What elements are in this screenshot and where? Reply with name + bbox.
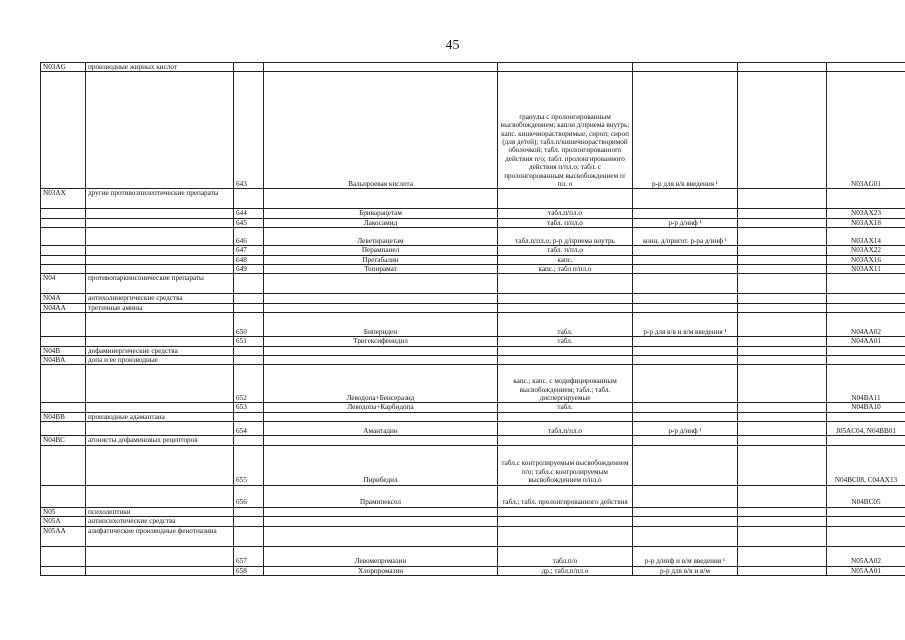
- empty-cell: [738, 346, 827, 355]
- atc-group-name: [86, 337, 234, 346]
- dosage-form-secondary: [633, 265, 738, 274]
- row-number: [234, 412, 264, 421]
- atc-group-code: [41, 218, 86, 227]
- atc-code: [827, 436, 905, 445]
- drug-name: Лакосамид: [264, 218, 498, 227]
- group-row: [41, 412, 905, 421]
- atc-group-code: [41, 313, 86, 337]
- atc-group-code: N04B: [41, 346, 86, 355]
- atc-group-name: [86, 365, 234, 403]
- row-number: [234, 356, 264, 365]
- dosage-form-secondary: [633, 303, 738, 312]
- row-number: 652: [234, 365, 264, 403]
- atc-group-name: антипсихотические средства: [86, 517, 234, 526]
- empty-cell: [738, 246, 827, 255]
- atc-group-name: [86, 72, 234, 189]
- atc-code: N05AA01: [827, 566, 905, 575]
- atc-code: N04AA02: [827, 313, 905, 337]
- empty-cell: [738, 265, 827, 274]
- drug-name: Левомепромазин: [264, 546, 498, 566]
- group-row: [41, 63, 905, 72]
- atc-group-name: антихолинергические средства: [86, 294, 234, 303]
- drug-name: [264, 303, 498, 312]
- atc-code: N03AX22: [827, 246, 905, 255]
- drug-name: [264, 63, 498, 72]
- atc-group-code: [41, 255, 86, 264]
- dosage-form-primary: гранулы с пролонгированным высвобождением; капли д/приема внутрь; капс. кишечнорастворимые; сироп; сироп (для детей); табл.п/кишечнорастворимой оболочкой; табл. пролонгированного действия п/о; табл. пролонгированного действия п/пл.о; табл. с пролонгированным высвобождением п/пл. о: [498, 72, 633, 189]
- atc-group-name: [86, 228, 234, 246]
- dosage-form-primary: [498, 412, 633, 421]
- dosage-form-secondary: [633, 337, 738, 346]
- dosage-form-primary: др.; табл.п/пл.о: [498, 566, 633, 575]
- atc-code: [827, 526, 905, 546]
- empty-cell: [738, 526, 827, 546]
- atc-group-code: N04A: [41, 294, 86, 303]
- row-number: 657: [234, 546, 264, 566]
- atc-group-name: производные жирных кислот: [86, 63, 234, 72]
- atc-group-code: [41, 403, 86, 412]
- dosage-form-primary: [498, 346, 633, 355]
- empty-cell: [738, 566, 827, 575]
- dosage-form-secondary: [633, 485, 738, 507]
- dosage-form-secondary: конц. д/пригот. р-ра д/инф ¹: [633, 228, 738, 246]
- atc-group-code: [41, 265, 86, 274]
- drug-list-table: [40, 62, 905, 576]
- dosage-form-primary: табл.п/пл.о: [498, 209, 633, 218]
- drug-name: [264, 507, 498, 516]
- atc-group-code: N04BC: [41, 436, 86, 445]
- drug-row: [41, 265, 905, 274]
- dosage-form-secondary: [633, 189, 738, 209]
- empty-cell: [738, 72, 827, 189]
- atc-group-name: производные адамантана: [86, 412, 234, 421]
- dosage-form-secondary: [633, 356, 738, 365]
- atc-code: [827, 294, 905, 303]
- atc-group-name: другие противоэпилептические препараты: [86, 189, 234, 209]
- row-number: [234, 294, 264, 303]
- group-row: [41, 189, 905, 209]
- atc-group-name: дофаминергические средства: [86, 346, 234, 355]
- row-number: [234, 526, 264, 546]
- empty-cell: [738, 294, 827, 303]
- dosage-form-primary: табл.п/пл.о: [498, 422, 633, 436]
- dosage-form-secondary: [633, 63, 738, 72]
- group-row: [41, 303, 905, 312]
- drug-name: [264, 517, 498, 526]
- dosage-form-secondary: [633, 436, 738, 445]
- dosage-form-primary: [498, 294, 633, 303]
- empty-cell: [738, 485, 827, 507]
- atc-code: [827, 412, 905, 421]
- page-number: 45: [445, 38, 460, 53]
- dosage-form-secondary: [633, 365, 738, 403]
- atc-code: N03AX16: [827, 255, 905, 264]
- row-number: 655: [234, 445, 264, 485]
- atc-group-name: [86, 445, 234, 485]
- atc-group-code: N04BA: [41, 356, 86, 365]
- row-number: [234, 274, 264, 294]
- atc-group-code: [41, 228, 86, 246]
- atc-group-code: N05A: [41, 517, 86, 526]
- atc-group-code: [41, 566, 86, 575]
- dosage-form-secondary: р-р д/инф и в/м введения ¹: [633, 546, 738, 566]
- empty-cell: [738, 189, 827, 209]
- dosage-form-primary: [498, 507, 633, 516]
- row-number: 646: [234, 228, 264, 246]
- group-row: [41, 356, 905, 365]
- drug-name: Леветирацетам: [264, 228, 498, 246]
- empty-cell: [738, 422, 827, 436]
- atc-code: J05AC04, N04BB01: [827, 422, 905, 436]
- drug-row: [41, 445, 905, 485]
- dosage-form-primary: [498, 274, 633, 294]
- dosage-form-primary: [498, 189, 633, 209]
- dosage-form-primary: капс.; капс. с модифицированным высвобождением; табл.; табл. диспергируемые: [498, 365, 633, 403]
- dosage-form-secondary: [633, 517, 738, 526]
- atc-code: [827, 356, 905, 365]
- atc-group-code: [41, 546, 86, 566]
- drug-name: Вальпроевая кислота: [264, 72, 498, 189]
- row-number: 656: [234, 485, 264, 507]
- atc-group-name: [86, 265, 234, 274]
- dosage-form-primary: табл.: [498, 403, 633, 412]
- empty-cell: [738, 507, 827, 516]
- atc-code: N04AA01: [827, 337, 905, 346]
- atc-code: N04BC08, C04AX13: [827, 445, 905, 485]
- row-number: [234, 189, 264, 209]
- group-row: [41, 526, 905, 546]
- row-number: [234, 517, 264, 526]
- row-number: 644: [234, 209, 264, 218]
- drug-row: [41, 218, 905, 227]
- empty-cell: [738, 356, 827, 365]
- atc-group-code: N03AX: [41, 189, 86, 209]
- drug-name: [264, 294, 498, 303]
- group-row: [41, 274, 905, 294]
- drug-name: Бипериден: [264, 313, 498, 337]
- atc-code: N03AX23: [827, 209, 905, 218]
- atc-code: [827, 63, 905, 72]
- drug-name: Прегабалин: [264, 255, 498, 264]
- atc-group-name: психолептики: [86, 507, 234, 516]
- row-number: 651: [234, 337, 264, 346]
- drug-row: [41, 403, 905, 412]
- empty-cell: [738, 274, 827, 294]
- atc-code: N04BA11: [827, 365, 905, 403]
- atc-code: [827, 507, 905, 516]
- atc-code: N04BC05: [827, 485, 905, 507]
- dosage-form-primary: табл.: [498, 337, 633, 346]
- atc-code: [827, 189, 905, 209]
- atc-group-name: [86, 422, 234, 436]
- drug-name: Тригексифенидил: [264, 337, 498, 346]
- row-number: 645: [234, 218, 264, 227]
- empty-cell: [738, 403, 827, 412]
- empty-cell: [738, 303, 827, 312]
- atc-code: N05AA02: [827, 546, 905, 566]
- dosage-form-primary: капс.; табл п/пл.о: [498, 265, 633, 274]
- dosage-form-secondary: [633, 274, 738, 294]
- dosage-form-secondary: [633, 403, 738, 412]
- dosage-form-secondary: [633, 294, 738, 303]
- dosage-form-primary: табл.: [498, 313, 633, 337]
- group-row: [41, 294, 905, 303]
- atc-group-name: противопаркинсонические препараты: [86, 274, 234, 294]
- group-row: [41, 346, 905, 355]
- drug-row: [41, 566, 905, 575]
- dosage-form-secondary: р-р д/инф ¹: [633, 218, 738, 227]
- atc-group-name: [86, 485, 234, 507]
- drug-name: [264, 526, 498, 546]
- atc-code: [827, 346, 905, 355]
- atc-group-code: N04AA: [41, 303, 86, 312]
- dosage-form-secondary: р-р для в/в введения ¹: [633, 72, 738, 189]
- dosage-form-primary: табл. п/пл.о: [498, 246, 633, 255]
- dosage-form-secondary: [633, 526, 738, 546]
- group-row: [41, 517, 905, 526]
- atc-group-name: [86, 255, 234, 264]
- row-number: 649: [234, 265, 264, 274]
- row-number: 654: [234, 422, 264, 436]
- row-number: 653: [234, 403, 264, 412]
- empty-cell: [738, 517, 827, 526]
- dosage-form-secondary: р-р для в/в и в/м введения ¹: [633, 313, 738, 337]
- drug-name: [264, 274, 498, 294]
- atc-code: N03AX14: [827, 228, 905, 246]
- atc-group-name: [86, 246, 234, 255]
- empty-cell: [738, 546, 827, 566]
- empty-cell: [738, 337, 827, 346]
- dosage-form-primary: [498, 63, 633, 72]
- dosage-form-secondary: [633, 445, 738, 485]
- dosage-form-primary: табл.; табл. пролонгированного действия: [498, 485, 633, 507]
- atc-group-name: допа и ее производные: [86, 356, 234, 365]
- empty-cell: [738, 436, 827, 445]
- drug-name: [264, 436, 498, 445]
- atc-code: [827, 303, 905, 312]
- drug-name: Прамипексол: [264, 485, 498, 507]
- drug-name: Хлорпромазин: [264, 566, 498, 575]
- dosage-form-primary: [498, 356, 633, 365]
- atc-group-code: [41, 337, 86, 346]
- group-row: [41, 436, 905, 445]
- drug-name: Леводопа+Карбидопа: [264, 403, 498, 412]
- row-number: 650: [234, 313, 264, 337]
- row-number: 647: [234, 246, 264, 255]
- drug-name: Леводопа+Бенсеразид: [264, 365, 498, 403]
- drug-row: [41, 546, 905, 566]
- dosage-form-primary: табл. п/пл.о: [498, 218, 633, 227]
- atc-group-code: [41, 365, 86, 403]
- atc-group-code: [41, 422, 86, 436]
- atc-group-code: [41, 445, 86, 485]
- dosage-form-secondary: р-р для в/в и в/м: [633, 566, 738, 575]
- atc-group-code: N04BB: [41, 412, 86, 421]
- atc-group-name: агонисты дофаминовых рецепторов: [86, 436, 234, 445]
- atc-group-name: третичные амины: [86, 303, 234, 312]
- atc-group-code: N04: [41, 274, 86, 294]
- dosage-form-primary: [498, 436, 633, 445]
- drug-row: [41, 228, 905, 246]
- dosage-form-secondary: [633, 246, 738, 255]
- atc-group-name: [86, 546, 234, 566]
- atc-code: N03AG01: [827, 72, 905, 189]
- atc-code: [827, 274, 905, 294]
- empty-cell: [738, 63, 827, 72]
- dosage-form-primary: [498, 303, 633, 312]
- empty-cell: [738, 209, 827, 218]
- dosage-form-secondary: [633, 412, 738, 421]
- atc-group-name: [86, 209, 234, 218]
- atc-group-name: [86, 566, 234, 575]
- dosage-form-primary: [498, 526, 633, 546]
- drug-name: Бриварацетам: [264, 209, 498, 218]
- drug-name: Топирамат: [264, 265, 498, 274]
- atc-group-name: [86, 218, 234, 227]
- drug-row: [41, 337, 905, 346]
- drug-name: [264, 346, 498, 355]
- atc-group-code: [41, 72, 86, 189]
- dosage-form-secondary: [633, 209, 738, 218]
- drug-name: [264, 189, 498, 209]
- empty-cell: [738, 228, 827, 246]
- atc-group-name: [86, 313, 234, 337]
- atc-group-code: [41, 485, 86, 507]
- row-number: 658: [234, 566, 264, 575]
- row-number: [234, 346, 264, 355]
- drug-row: [41, 255, 905, 264]
- empty-cell: [738, 445, 827, 485]
- dosage-form-primary: табл.п/пл.о; р-р д/приема внутрь: [498, 228, 633, 246]
- atc-code: N03AX11: [827, 265, 905, 274]
- atc-group-code: N03AG: [41, 63, 86, 72]
- row-number: 648: [234, 255, 264, 264]
- dosage-form-primary: капс.: [498, 255, 633, 264]
- dosage-form-primary: [498, 517, 633, 526]
- empty-cell: [738, 412, 827, 421]
- dosage-form-secondary: р-р д/инф ¹: [633, 422, 738, 436]
- dosage-form-primary: табл.с контролируемым высвобождением п/о; табл.с контролируемым высвобождением п/пл.о: [498, 445, 633, 485]
- drug-row: [41, 365, 905, 403]
- drug-row: [41, 422, 905, 436]
- row-number: [234, 303, 264, 312]
- drug-name: [264, 412, 498, 421]
- dosage-form-primary: табл.п/о: [498, 546, 633, 566]
- drug-name: Амантадин: [264, 422, 498, 436]
- drug-row: [41, 246, 905, 255]
- row-number: [234, 63, 264, 72]
- empty-cell: [738, 313, 827, 337]
- atc-group-name: алифатические производные фенотиазина: [86, 526, 234, 546]
- drug-name: [264, 356, 498, 365]
- dosage-form-secondary: [633, 255, 738, 264]
- empty-cell: [738, 365, 827, 403]
- row-number: [234, 507, 264, 516]
- drug-row: [41, 485, 905, 507]
- row-number: [234, 436, 264, 445]
- drug-row: [41, 313, 905, 337]
- atc-code: [827, 517, 905, 526]
- drug-name: Перампанел: [264, 246, 498, 255]
- dosage-form-secondary: [633, 346, 738, 355]
- empty-cell: [738, 255, 827, 264]
- atc-code: N04BA10: [827, 403, 905, 412]
- empty-cell: [738, 218, 827, 227]
- atc-group-code: [41, 209, 86, 218]
- atc-code: N03AX18: [827, 218, 905, 227]
- drug-name: Пирибедил: [264, 445, 498, 485]
- atc-group-name: [86, 403, 234, 412]
- atc-group-code: N05AA: [41, 526, 86, 546]
- atc-group-code: [41, 246, 86, 255]
- group-row: [41, 507, 905, 516]
- atc-group-code: N05: [41, 507, 86, 516]
- row-number: 643: [234, 72, 264, 189]
- drug-row: [41, 72, 905, 189]
- dosage-form-secondary: [633, 507, 738, 516]
- drug-row: [41, 209, 905, 218]
